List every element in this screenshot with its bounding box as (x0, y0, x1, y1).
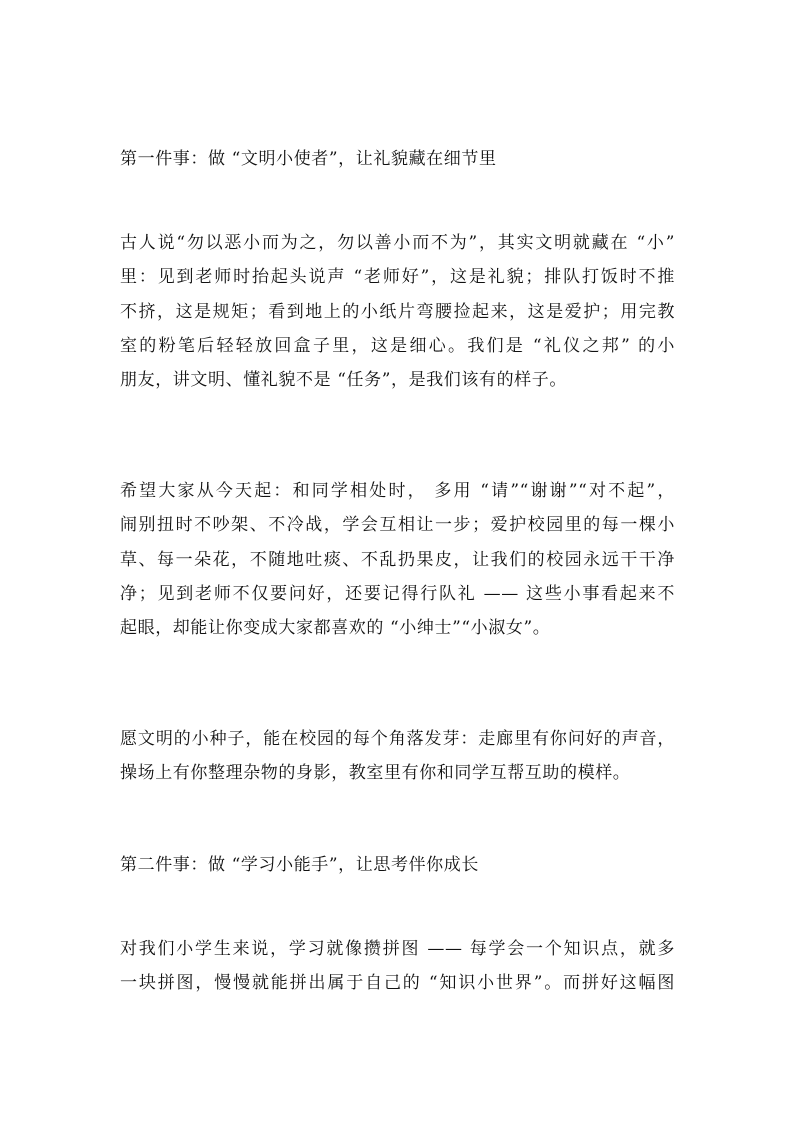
paragraph-4 (120, 932, 675, 1001)
paragraph-4-line: 一块拼图，慢慢就能拼出属于自己的 “知识小世界”。而拼好这幅图 (120, 973, 675, 994)
paragraph-2-line: 起眼，却能让你变成大家都喜欢的 “小绅士”“小淑女”。 (120, 618, 551, 639)
paragraph-4-line: 对我们小学生来说，学习就像攒拼图 —— 每学会一个知识点，就多 (120, 939, 675, 959)
paragraph-1-line: 室的粉笔后轻轻放回盒子里，这是细心。我们是 “礼仪之邦” 的小 (120, 335, 675, 356)
paragraph-3 (120, 722, 675, 791)
paragraph-3-line: 操场上有你整理杂物的身影，教室里有你和同学互帮互助的模样。 (120, 763, 631, 784)
heading-2-text: 第二件事：做 “学习小能手”，让思考伴你成长 (120, 855, 479, 875)
paragraph-3-line: 愿文明的小种子，能在校园的每个角落发芽：走廊里有你问好的声音， (120, 729, 675, 749)
paragraph-2 (120, 474, 675, 645)
paragraph-2-line: 草、每一朵花，不随地吐痰、不乱扔果皮，让我们的校园永远干干净 (120, 549, 675, 570)
section-heading-2 (120, 848, 675, 882)
paragraph-2-line: 希望大家从今天起：和同学相处时， 多用 “请”“谢谢”“对不起”， (120, 481, 675, 501)
paragraph-1-line: 朋友，讲文明、懂礼貌不是 “任务”，是我们该有的样子。 (120, 370, 567, 391)
paragraph-2-line: 净；见到老师不仅要问好，还要记得行队礼 —— 这些小事看起来不 (120, 583, 675, 604)
section-heading-1 (120, 142, 675, 176)
paragraph-1-line: 里：见到老师时抬起头说声 “老师好”，这是礼貌；排队打饭时不推 (120, 267, 675, 288)
paragraph-1 (120, 226, 675, 397)
paragraph-1-line: 古人说“勿以恶小而为之，勿以善小而不为”，其实文明就藏在 “小” (120, 233, 675, 253)
paragraph-1-line: 不挤，这是规矩；看到地上的小纸片弯腰捡起来，这是爱护；用完教 (120, 301, 675, 322)
heading-1-text: 第一件事：做 “文明小使者”，让礼貌藏在细节里 (120, 149, 497, 169)
paragraph-2-line: 闹别扭时不吵架、不冷战，学会互相让一步；爱护校园里的每一棵小 (120, 515, 675, 536)
